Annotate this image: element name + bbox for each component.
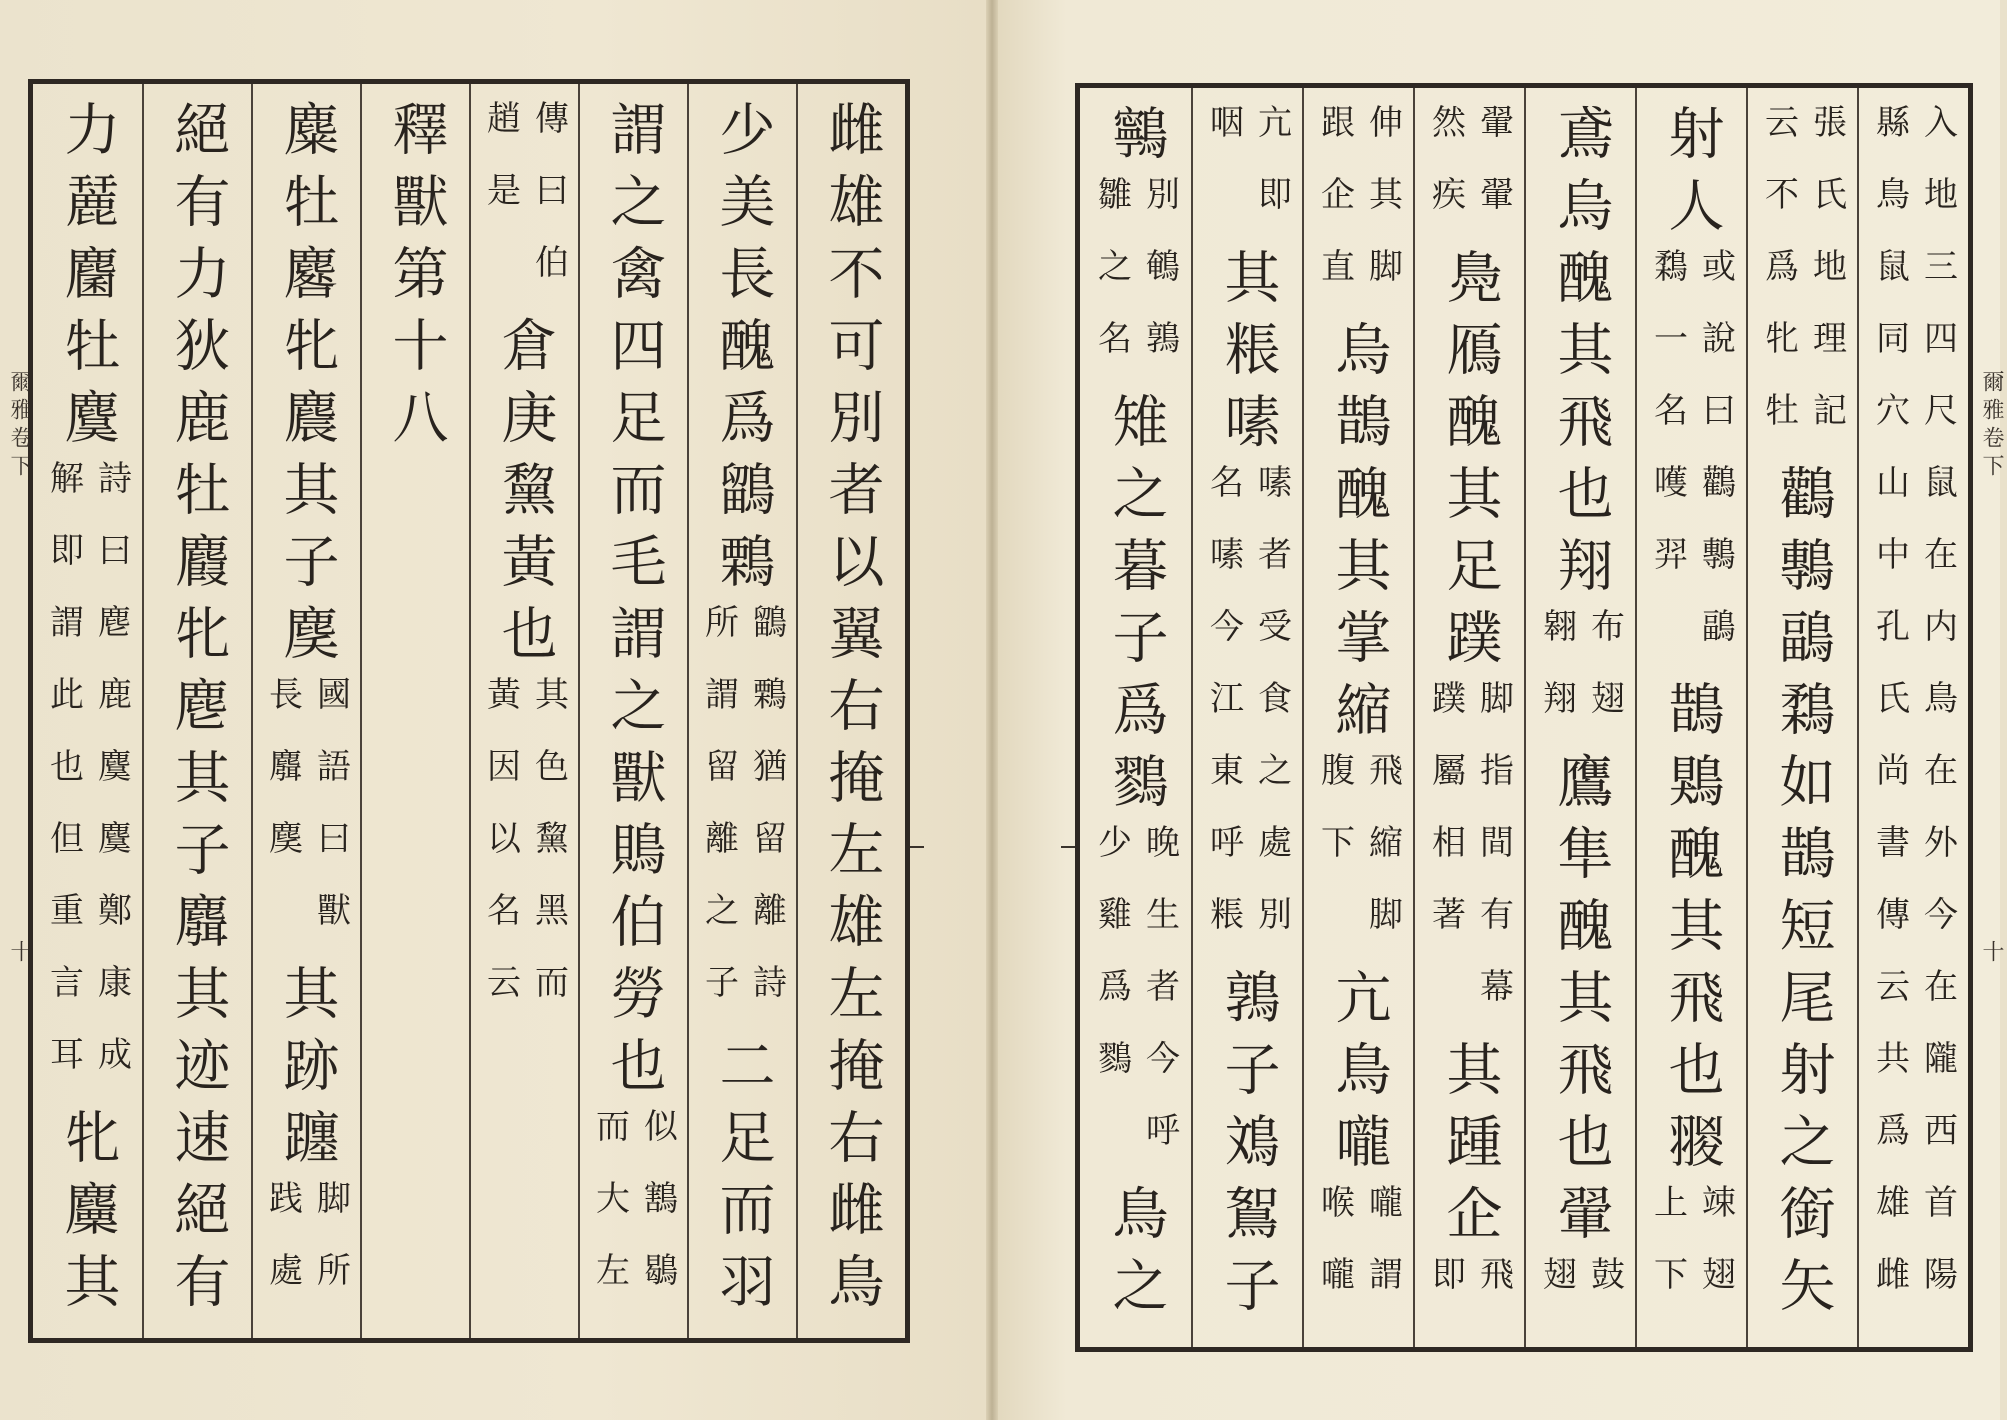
book-gutter-fold: [986, 0, 998, 1420]
text-column: [578, 84, 687, 1338]
annotation-right-line: 翬翬: [1473, 104, 1514, 248]
main-text: 鶉子鳼鴽子: [1215, 968, 1281, 1328]
annotation: [1420, 680, 1520, 1040]
annotation-left-line: 咽: [1203, 104, 1244, 176]
annotation: [1309, 752, 1409, 968]
annotation: [1198, 464, 1298, 968]
annotation-right-line: 張氏地理記: [1806, 104, 1847, 464]
annotation-right-line: 嗉者受食之處別: [1251, 464, 1292, 968]
main-text: 絕有力狄鹿牡麚牝麀其子麛其迹速絕有: [165, 100, 231, 1324]
annotation: [693, 604, 793, 1036]
main-text: 其跡躔: [274, 964, 340, 1180]
annotation-right-line: 其色黧黑而: [528, 676, 569, 1036]
main-text: 二足而羽: [710, 1036, 776, 1324]
left-page-number: 十: [7, 940, 32, 968]
annotation: [1753, 104, 1853, 464]
annotation: [38, 460, 138, 1108]
main-text: 雉之暮子爲鷚: [1103, 392, 1169, 824]
annotation-left-line: 黃因以名云: [480, 676, 521, 1036]
main-text: 牝麜其: [55, 1108, 121, 1324]
annotation-left-line: 長麛䴠: [262, 676, 303, 892]
annotation-right-line: 似鶷鶡: [637, 1108, 678, 1324]
annotation-left-line: 翱翔: [1536, 608, 1577, 752]
text-column: [251, 84, 360, 1338]
text-column: [1302, 88, 1413, 1347]
text-column: [796, 84, 905, 1338]
text-column: [1080, 88, 1191, 1347]
main-text: 鸋: [1103, 104, 1169, 176]
annotation-right-line: 鼓: [1584, 1256, 1625, 1328]
text-column: [360, 84, 469, 1338]
main-text: 雌雄不可別者以翼右掩左雄左掩右雌鳥: [819, 100, 885, 1324]
annotation: [1420, 104, 1520, 248]
annotation-right-line: 脚所: [310, 1180, 351, 1324]
annotation-right-line: 脚指間有幕: [1473, 680, 1514, 1040]
main-text: 力麉麕牡麌: [55, 100, 121, 460]
annotation-left-line: 所謂留離之子: [698, 604, 739, 1036]
annotation: [475, 676, 575, 1036]
annotation: [1531, 608, 1631, 752]
annotation: [1642, 1184, 1742, 1328]
right-fold-mark: [1061, 846, 1075, 848]
annotation-right-line: 國語曰獸: [310, 676, 351, 964]
annotation-right-line: 飛: [1473, 1256, 1514, 1328]
annotation: [1198, 104, 1298, 248]
main-text: 鷹隼醜其飛也翬: [1548, 752, 1614, 1256]
annotation: [257, 1180, 357, 1324]
annotation: [1864, 104, 1964, 1328]
text-column: [1857, 88, 1968, 1347]
main-text: 鳥之: [1103, 1184, 1169, 1328]
text-column: [469, 84, 578, 1338]
left-margin-title: 爾雅卷下: [7, 370, 32, 482]
main-text: 倉庚黧黃也: [492, 316, 558, 676]
right-page-number: 十: [1979, 940, 2004, 968]
main-text: 少美長醜爲鶹鷅: [710, 100, 776, 604]
main-text: 釋獸第十八: [383, 100, 449, 460]
annotation-left-line: 解即謂此也但重言耳: [43, 460, 84, 1108]
annotation: [1531, 1256, 1631, 1328]
annotation-left-line: 少雞爲鷚: [1091, 824, 1132, 1112]
annotation-left-line: 鶔一名嚄羿: [1647, 248, 1688, 608]
annotation-left-line: 而大左: [589, 1108, 630, 1324]
annotation-right-line: 入地三四尺鼠在内鳥在外今在隴西首陽: [1917, 104, 1958, 1328]
main-text: 其粻嗉: [1215, 248, 1281, 464]
annotation-right-line: 鶹鷅猶留離詩: [746, 604, 787, 1036]
annotation-left-line: 践處: [262, 1180, 303, 1324]
annotation-left-line: 喉嚨: [1314, 1184, 1355, 1328]
annotation: [584, 1108, 684, 1324]
annotation: [475, 100, 575, 316]
main-text: 鳧鴈醜其足蹼: [1437, 248, 1503, 680]
annotation-right-line: 晚生者今呼: [1139, 824, 1180, 1184]
main-text: 烏鵲醜其掌縮: [1326, 320, 1392, 752]
main-text: 鸛鷒鶝鶔如鵲短尾射之銜矢: [1770, 464, 1836, 1328]
text-column: [687, 84, 796, 1338]
annotation: [1642, 248, 1742, 680]
annotation: [1309, 104, 1409, 320]
text-column: [1413, 88, 1524, 1347]
annotation-left-line: 趙是: [480, 100, 521, 244]
annotation-left-line: 上下: [1647, 1184, 1688, 1328]
text-column: [142, 84, 251, 1338]
annotation: [257, 676, 357, 964]
text-column: [1635, 88, 1746, 1347]
main-text: 其踵企: [1437, 1040, 1503, 1256]
annotation-right-line: 或說曰鸛鷒鶝: [1695, 248, 1736, 680]
annotation-right-line: 嚨謂: [1362, 1184, 1403, 1328]
annotation-right-line: 詩曰麀鹿麌麌鄭康成: [91, 460, 132, 1108]
annotation-right-line: 別鵪鶉: [1139, 176, 1180, 392]
annotation: [1420, 1256, 1520, 1328]
annotation-left-line: 即: [1425, 1256, 1466, 1328]
annotation-right-line: 傳曰伯: [528, 100, 569, 316]
main-text: 鵲鶪醜其飛也翪: [1659, 680, 1725, 1184]
annotation-left-line: 翅: [1536, 1256, 1577, 1328]
text-column: [33, 84, 142, 1338]
right-page-text-frame: [1075, 83, 1973, 1352]
annotation: [1086, 824, 1186, 1184]
main-text: 謂之禽四足而毛謂之獸鵙伯勞也: [601, 100, 667, 1108]
text-column: [1746, 88, 1857, 1347]
main-text: 鳶烏醜其飛也翔: [1548, 104, 1614, 608]
annotation-right-line: 伸其脚: [1362, 104, 1403, 320]
left-fold-mark: [910, 846, 924, 848]
annotation-right-line: 亢即: [1251, 104, 1292, 248]
annotation-left-line: 雛之名: [1091, 176, 1132, 392]
annotation-left-line: 跟企直: [1314, 104, 1355, 320]
annotation-left-line: 蹼屬相著: [1425, 680, 1466, 968]
annotation-left-line: 云不爲牝牡: [1758, 104, 1799, 464]
annotation-right-line: 布翅: [1584, 608, 1625, 752]
main-text: 亢鳥嚨: [1326, 968, 1392, 1184]
right-margin-title: 爾雅卷下: [1979, 370, 2004, 482]
annotation-left-line: 縣鳥鼠同穴山中孔氏尚書傳云共爲雄雌: [1869, 104, 1910, 1328]
annotation-right-line: 竦翅: [1695, 1184, 1736, 1328]
main-text: 射人: [1659, 104, 1725, 248]
annotation-left-line: 名嗉今江東呼粻: [1203, 464, 1244, 968]
text-column: [1524, 88, 1635, 1347]
annotation-left-line: 然疾: [1425, 104, 1466, 248]
text-column: [1191, 88, 1302, 1347]
annotation-left-line: 腹下: [1314, 752, 1355, 896]
main-text: 麋牡麔牝麎其子䴠: [274, 100, 340, 676]
annotation: [1309, 1184, 1409, 1328]
annotation-right-line: 飛縮脚: [1362, 752, 1403, 968]
left-page-text-frame: [28, 79, 910, 1343]
annotation: [1086, 176, 1186, 392]
